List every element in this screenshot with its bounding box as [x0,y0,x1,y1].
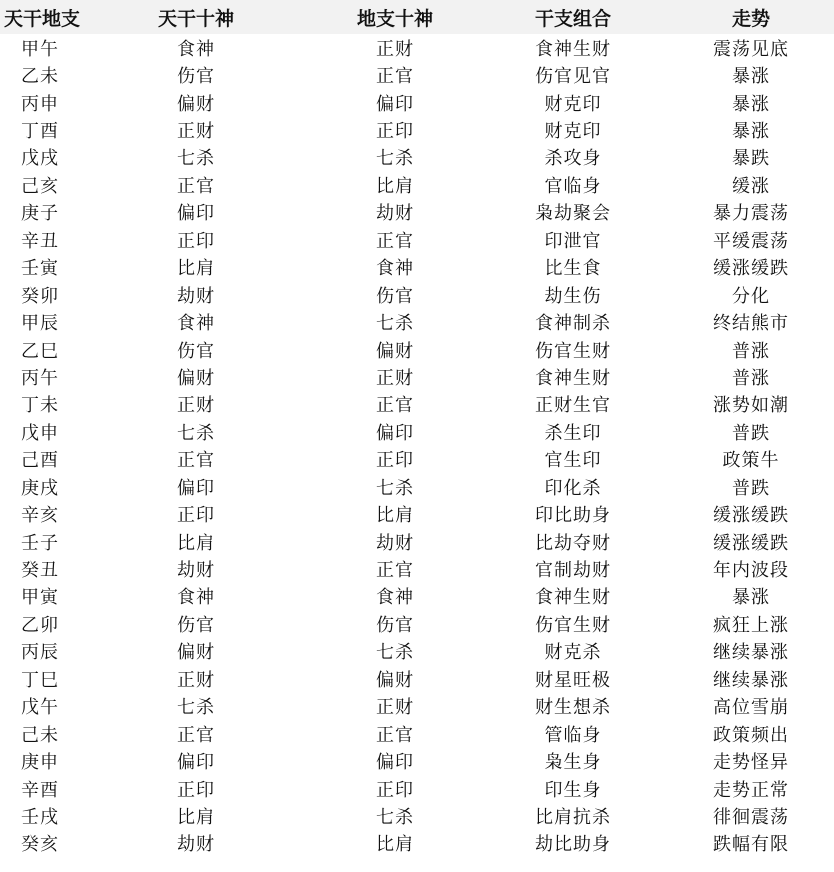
cell-dizhi-shishen: 正官 [376,395,414,417]
cell-trend: 平缓震荡 [713,230,789,252]
cell-dizhi-shishen: 伤官 [376,285,414,307]
cell-tiangan-shishen: 偏印 [177,477,215,499]
cell-dizhi-shishen: 偏印 [376,422,414,444]
header-ganzhi: 天干地支 [4,7,81,30]
cell-combination: 正财生官 [535,395,611,417]
cell-combination: 财克印 [544,121,602,143]
cell-combination: 杀生印 [544,422,602,444]
table-row [0,308,834,335]
cell-combination: 财生想杀 [535,697,611,719]
cell-trend: 继续暴涨 [713,642,789,664]
cell-dizhi-shishen: 正印 [376,450,414,472]
cell-combination: 比劫夺财 [535,532,611,554]
cell-dizhi-shishen: 正印 [376,121,414,143]
cell-ganzhi: 庚申 [21,752,59,774]
cell-trend: 普涨 [732,340,770,362]
cell-ganzhi: 丙辰 [21,642,59,664]
cell-tiangan-shishen: 伤官 [177,66,215,88]
cell-trend: 政策牛 [722,450,780,472]
cell-combination: 枭劫聚会 [535,203,611,225]
table-row [0,775,834,802]
cell-tiangan-shishen: 七杀 [177,422,215,444]
cell-combination: 官制劫财 [535,560,611,582]
cell-combination: 官临身 [544,175,602,197]
cell-dizhi-shishen: 正官 [376,560,414,582]
cell-dizhi-shishen: 正官 [376,230,414,252]
header-tiangan-shishen: 天干十神 [157,7,234,30]
cell-dizhi-shishen: 食神 [376,258,414,280]
cell-ganzhi: 丁酉 [21,121,59,143]
cell-ganzhi: 庚子 [21,203,59,225]
cell-trend: 缓涨缓跌 [713,532,789,554]
cell-dizhi-shishen: 正财 [376,697,414,719]
cell-trend: 暴涨 [732,66,770,88]
table-row [0,89,834,116]
cell-tiangan-shishen: 伤官 [177,340,215,362]
cell-dizhi-shishen: 食神 [376,587,414,609]
table-row [0,391,834,418]
cell-dizhi-shishen: 偏印 [376,93,414,115]
cell-trend: 普跌 [732,477,770,499]
cell-combination: 伤官见官 [535,66,611,88]
cell-ganzhi: 丙申 [21,93,59,115]
cell-trend: 暴涨 [732,93,770,115]
cell-dizhi-shishen: 七杀 [376,313,414,335]
cell-ganzhi: 己酉 [21,450,59,472]
cell-tiangan-shishen: 偏财 [177,367,215,389]
cell-dizhi-shishen: 偏财 [376,340,414,362]
cell-dizhi-shishen: 七杀 [376,148,414,170]
cell-trend: 暴涨 [732,121,770,143]
cell-combination: 枭生身 [544,752,602,774]
cell-ganzhi: 壬寅 [21,258,59,280]
cell-tiangan-shishen: 偏印 [177,752,215,774]
cell-trend: 疯狂上涨 [713,614,789,636]
cell-tiangan-shishen: 食神 [177,313,215,335]
table-row [0,226,834,253]
cell-tiangan-shishen: 偏财 [177,642,215,664]
cell-dizhi-shishen: 比肩 [376,175,414,197]
cell-dizhi-shishen: 正财 [376,367,414,389]
table-row [0,34,834,61]
table-row [0,747,834,774]
cell-trend: 继续暴涨 [713,669,789,691]
cell-tiangan-shishen: 比肩 [177,532,215,554]
cell-ganzhi: 甲辰 [21,313,59,335]
table-row [0,500,834,527]
cell-combination: 管临身 [544,724,602,746]
cell-ganzhi: 癸丑 [21,560,59,582]
cell-ganzhi: 丁巳 [21,669,59,691]
cell-ganzhi: 乙未 [21,66,59,88]
cell-tiangan-shishen: 正财 [177,669,215,691]
cell-ganzhi: 戊戌 [21,148,59,170]
cell-tiangan-shishen: 七杀 [177,697,215,719]
cell-combination: 印泄官 [544,230,602,252]
cell-ganzhi: 丙午 [21,367,59,389]
table-row [0,116,834,143]
cell-tiangan-shishen: 食神 [177,587,215,609]
cell-trend: 分化 [732,285,770,307]
cell-ganzhi: 癸卯 [21,285,59,307]
header-trend: 走势 [731,7,770,30]
table-row [0,693,834,720]
cell-trend: 政策频出 [713,724,789,746]
header-ganzhi-combination: 干支组合 [534,7,611,30]
cell-tiangan-shishen: 正官 [177,450,215,472]
cell-ganzhi: 癸亥 [21,834,59,856]
cell-combination: 印化杀 [544,477,602,499]
cell-dizhi-shishen: 偏印 [376,752,414,774]
table-row [0,199,834,226]
cell-tiangan-shishen: 正官 [177,175,215,197]
table-row [0,473,834,500]
cell-tiangan-shishen: 劫财 [177,560,215,582]
cell-tiangan-shishen: 正官 [177,724,215,746]
cell-combination: 官生印 [544,450,602,472]
table-row [0,336,834,363]
cell-ganzhi: 壬子 [21,532,59,554]
cell-combination: 食神生财 [535,38,611,60]
cell-tiangan-shishen: 食神 [177,38,215,60]
cell-combination: 食神生财 [535,367,611,389]
cell-trend: 跌幅有限 [713,834,789,856]
cell-ganzhi: 甲午 [21,38,59,60]
table-header [0,0,834,34]
cell-combination: 食神制杀 [535,313,611,335]
cell-trend: 缓涨 [732,175,770,197]
cell-combination: 印生身 [544,779,602,801]
cell-trend: 走势正常 [713,779,789,801]
cell-ganzhi: 庚戌 [21,477,59,499]
cell-ganzhi: 辛丑 [21,230,59,252]
table-row [0,281,834,308]
cell-tiangan-shishen: 正印 [177,505,215,527]
cell-dizhi-shishen: 偏财 [376,669,414,691]
cell-combination: 比肩抗杀 [535,806,611,828]
cell-combination: 财星旺极 [535,669,611,691]
cell-tiangan-shishen: 偏财 [177,93,215,115]
cell-combination: 伤官生财 [535,614,611,636]
cell-trend: 年内波段 [713,560,789,582]
cell-dizhi-shishen: 比肩 [376,834,414,856]
table-row [0,254,834,281]
table-body [0,34,834,857]
cell-dizhi-shishen: 正财 [376,38,414,60]
cell-tiangan-shishen: 比肩 [177,258,215,280]
cell-combination: 伤官生财 [535,340,611,362]
table-row [0,638,834,665]
cell-tiangan-shishen: 伤官 [177,614,215,636]
cell-ganzhi: 戊午 [21,697,59,719]
cell-combination: 劫比助身 [535,834,611,856]
cell-combination: 财克杀 [544,642,602,664]
cell-trend: 普涨 [732,367,770,389]
cell-trend: 缓涨缓跌 [713,258,789,280]
cell-dizhi-shishen: 正官 [376,724,414,746]
table-row [0,446,834,473]
table-row [0,528,834,555]
table-row [0,583,834,610]
cell-tiangan-shishen: 正印 [177,230,215,252]
cell-tiangan-shishen: 七杀 [177,148,215,170]
table-row [0,144,834,171]
cell-trend: 徘徊震荡 [713,806,789,828]
cell-trend: 暴涨 [732,587,770,609]
table-row [0,171,834,198]
table-row [0,61,834,88]
header-dizhi-shishen: 地支十神 [356,7,433,30]
cell-ganzhi: 己未 [21,724,59,746]
cell-combination: 杀攻身 [544,148,602,170]
table-row [0,363,834,390]
cell-trend: 涨势如潮 [713,395,789,417]
cell-tiangan-shishen: 劫财 [177,834,215,856]
table-row [0,555,834,582]
cell-combination: 食神生财 [535,587,611,609]
table-row [0,665,834,692]
cell-dizhi-shishen: 比肩 [376,505,414,527]
cell-dizhi-shishen: 劫财 [376,203,414,225]
cell-trend: 震荡见底 [713,38,789,60]
cell-tiangan-shishen: 比肩 [177,806,215,828]
cell-ganzhi: 戊申 [21,422,59,444]
cell-trend: 终结熊市 [713,313,789,335]
cell-tiangan-shishen: 正财 [177,395,215,417]
cell-trend: 高位雪崩 [713,697,789,719]
table-row [0,802,834,829]
cell-combination: 印比助身 [535,505,611,527]
cell-dizhi-shishen: 七杀 [376,642,414,664]
cell-trend: 暴跌 [732,148,770,170]
table-row [0,830,834,857]
cell-combination: 财克印 [544,93,602,115]
cell-ganzhi: 丁未 [21,395,59,417]
cell-ganzhi: 壬戌 [21,806,59,828]
cell-trend: 普跌 [732,422,770,444]
cell-dizhi-shishen: 正官 [376,66,414,88]
cell-tiangan-shishen: 正印 [177,779,215,801]
cell-ganzhi: 甲寅 [21,587,59,609]
table-row [0,720,834,747]
cell-ganzhi: 己亥 [21,175,59,197]
cell-trend: 暴力震荡 [713,203,789,225]
cell-trend: 走势怪异 [713,752,789,774]
cell-dizhi-shishen: 伤官 [376,614,414,636]
cell-dizhi-shishen: 正印 [376,779,414,801]
cell-combination: 比生食 [544,258,602,280]
cell-tiangan-shishen: 劫财 [177,285,215,307]
cell-ganzhi: 乙卯 [21,614,59,636]
cell-ganzhi: 辛酉 [21,779,59,801]
cell-combination: 劫生伤 [544,285,602,307]
cell-ganzhi: 辛亥 [21,505,59,527]
cell-dizhi-shishen: 七杀 [376,477,414,499]
cell-dizhi-shishen: 七杀 [376,806,414,828]
cell-trend: 缓涨缓跌 [713,505,789,527]
cell-dizhi-shishen: 劫财 [376,532,414,554]
cell-ganzhi: 乙巳 [21,340,59,362]
table-row [0,418,834,445]
cell-tiangan-shishen: 偏印 [177,203,215,225]
cell-tiangan-shishen: 正财 [177,121,215,143]
table-row [0,610,834,637]
